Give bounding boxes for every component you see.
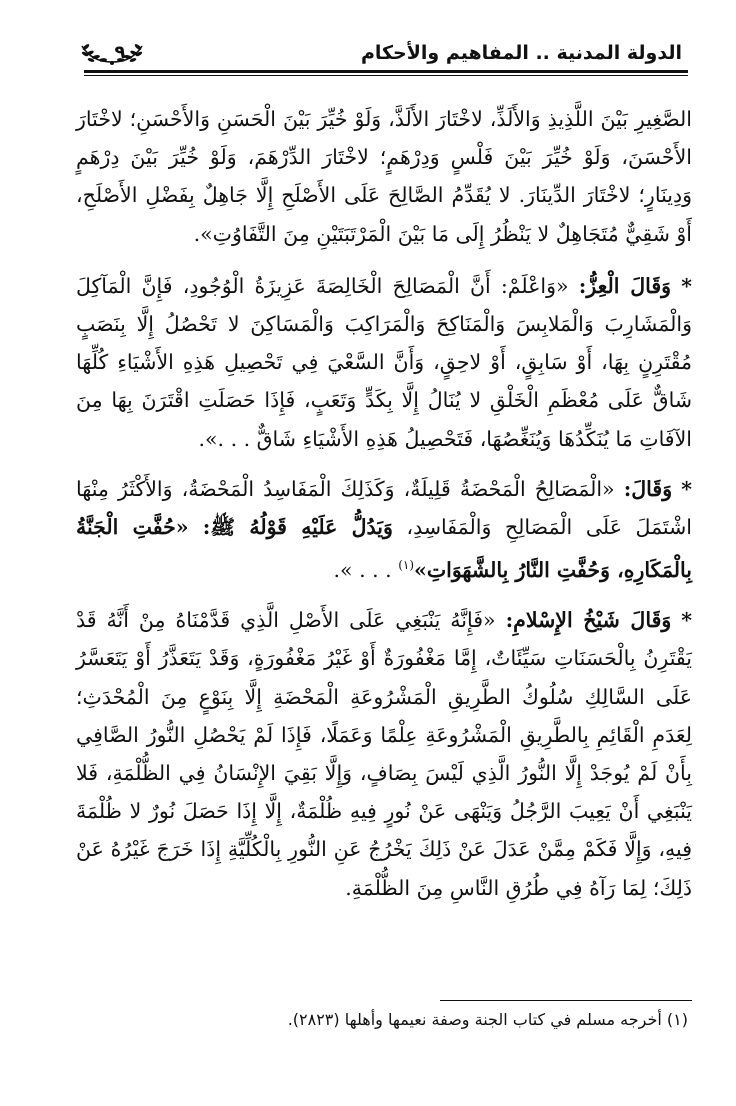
paragraph-2 [76,267,692,458]
main-text [76,100,692,919]
quote-text: «وَاعْلَمْ: أَنَّ الْمَصَالِحَ الْخَالِصَةَ عَزِيزَةُ الْوُجُودِ، فَإِنَّ الْمَآكِلَ وَالْمَشَارِبَ وَالْمَلابِسَ وَالْمَنَاكِحَ وَالْمَرَاكِبَ وَالْمَسَاكِنَ لا تَحْصُلُ إِلَّا بِنَصَبٍ مُقْتَرِنٍ بِهَا، أَوْ سَابِقٍ، أَوْ لاحِقٍ، وَأَنَّ السَّعْيَ فِي تَحْصِيلِ هَذِهِ الأَشْيَاءِ كُلِّهَا شَاقٌّ عَلَى مُعْظَمِ الْخَلْقِ لا يُنَالُ إِلَّا بِكَدٍّ وَتَعَبٍ، فَإِذَا حَصَلَتِ اقْتَرَنَ بِهَا مِنَ الآفَاتِ مَا يُنَكِّدُهَا وَيُنَغِّصُهَا، فَتَحْصِيلُ هَذِهِ الأَشْيَاءِ شَاقٌّ . . .». [76,273,692,451]
page-number: ٩ [114,42,126,63]
quote-end: . . . ». [333,558,399,583]
quote-speaker: وَقَالَ الْعِزُّ: [578,273,672,298]
footnote-number: (١) [666,1010,688,1029]
hadith-quote: وَيَدُلُّ عَلَيْهِ قَوْلُهُ ﷺ: «حُفَّتِ الْجَنَّةُ بِالْمَكَارِهِ، وَحُفَّتِ النَّارُ بِالشَّهَوَاتِ» [76,515,692,583]
footnote-text: أخرجه مسلم في كتاب الجنة وصفة نعيمها وأهلها (٢٨٢٣). [287,1010,662,1029]
page-header [84,38,688,78]
paragraph-1 [76,100,692,253]
header-rule [84,70,688,73]
footnote-ref[interactable]: (١) [398,558,415,573]
paragraph-3 [76,470,692,589]
star-marker: * [681,476,692,501]
footnote-rule [440,1000,692,1001]
paragraph-4 [76,601,692,907]
quote-text: «فَإِنَّهُ يَنْبَغِي عَلَى الأَصْلِ الَّذِي قَدَّمْنَاهُ مِنْ أَنَّهُ قَدْ يَقْتَرِنُ بِالْحَسَنَاتِ سَيِّئَاتٌ، إِمَّا مَغْفُورَةٌ أَوْ غَيْرُ مَغْفُورَةٍ، وَقَدْ يَتَعَذَّرُ أَوْ يَتَعَسَّرُ عَلَى السَّالِكِ سُلُوكُ الطَّرِيقِ الْمَشْرُوعَةِ الْمَحْضَةِ إِلَّا بِنَوْعٍ مِنَ الْمُحْدَثِ؛ لِعَدَمِ الْقَائِمِ بِالطَّرِيقِ الْمَشْرُوعَةِ عِلْمًا وَعَمَلًا، فَإِذَا لَمْ يَحْصُلِ النُّورُ الصَّافِي بِأَنْ لَمْ يُوجَدْ إِلَّا النُّورُ الَّذِي لَيْسَ بِصَافٍ، وَإِلَّا بَقِيَ الإِنْسَانُ فِي الظُّلْمَةِ، فَلا يَنْبَغِي أَنْ يَعِيبَ الرَّجُلُ وَيَنْهَى عَنْ نُورٍ فِيهِ ظُلْمَةٌ، إِلَّا إِذَا حَصَلَ نُورٌ لا ظُلْمَةَ فِيهِ، وَإِلَّا فَكَمْ مِمَّنْ عَدَلَ عَنْ ذَلِكَ يَخْرُجُ عَنِ النُّورِ بِالْكُلِّيَّةِ إِذَا خَرَجَ غَيْرُهُ عَنْ ذَلِكَ؛ لِمَا رَآهُ فِي طُرُقِ النَّاسِ مِنَ الظُّلْمَةِ. [76,608,692,900]
star-marker: * [681,273,692,298]
star-marker: * [681,608,692,633]
running-title: الدولة المدنية .. المفاهيم والأحكام [360,42,682,64]
quote-speaker: وَقَالَ شَيْخُ الإِسْلامِ: [505,608,672,633]
paragraph-1-text: الصَّغِيرِ بَيْنَ اللَّذِيذِ وَالأَلَذِّ، لاخْتَارَ الأَلَذَّ، وَلَوْ خُيِّرَ بَيْنَ الْحَسَنِ وَالأَحْسَنِ؛ لاخْتَارَ الأَحْسَنَ، وَلَوْ خُيِّرَ بَيْنَ فَلْسٍ وَدِرْهَمٍ؛ لاخْتَارَ الدِّرْهَمَ، وَلَوْ خُيِّرَ بَيْنَ دِرْهَمٍ وَدِينَارٍ؛ لاخْتَارَ الدِّينَارَ. لا يُقَدِّمُ الصَّالِحَ عَلَى الأَصْلَحِ إِلَّا جَاهِلٌ بِفَضْلِ الأَصْلَحِ، أَوْ شَقِيٌّ مُتَجَاهِلٌ لا يَنْظُرُ إِلَى مَا بَيْنَ الْمَرْتَبَتَيْنِ مِنَ التَّفَاوُتِ». [76,107,692,246]
footnote [76,1008,688,1032]
quote-speaker: وَقَالَ: [623,476,673,501]
quote-text: «الْمَصَالِحُ الْمَحْضَةُ قَلِيلَةٌ، وَكَذَلِكَ الْمَفَاسِدُ الْمَحْضَةُ، وَالأَكْثَرُ مِنْهَا اشْتَمَلَ عَلَى الْمَصَالِحِ وَالْمَفَاسِدِ، [76,476,692,540]
